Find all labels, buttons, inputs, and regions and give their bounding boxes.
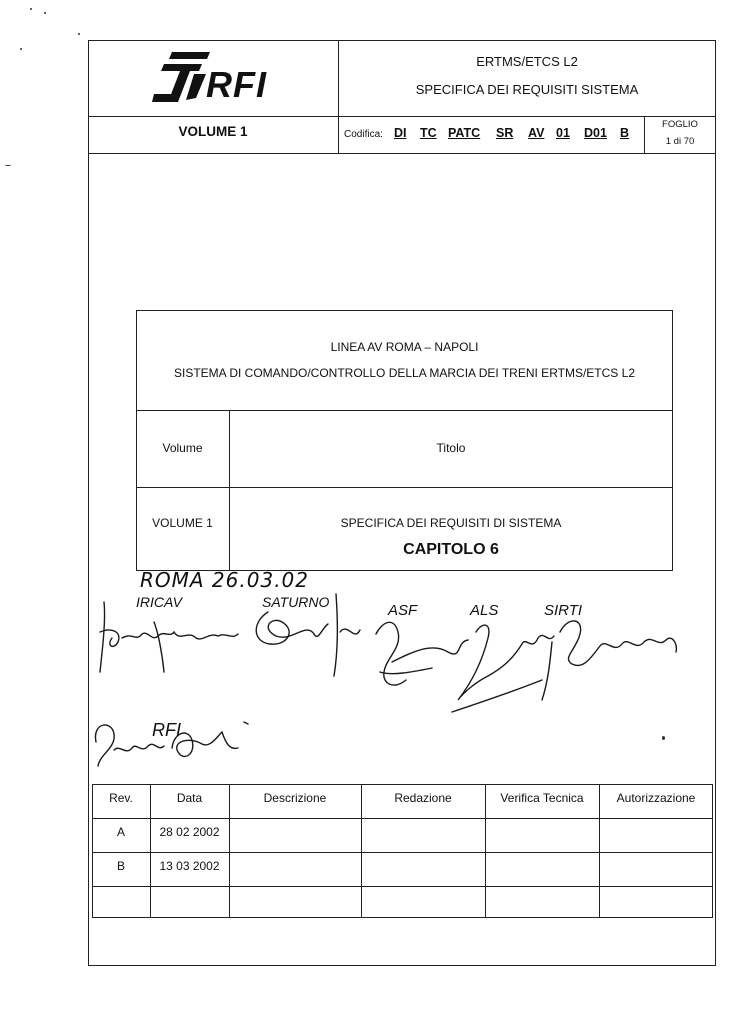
signature-area xyxy=(92,568,712,782)
titolo-value: SPECIFICA DEI REQUISITI DI SISTEMA xyxy=(340,516,562,530)
codifica-part: B xyxy=(620,126,630,140)
system-title: ERTMS/ETCS L2 xyxy=(476,54,578,69)
codifica-part: TC xyxy=(420,126,437,140)
titolo-column-header: Titolo xyxy=(436,441,466,455)
handwritten-name: ASF xyxy=(388,602,418,619)
revision-cell-rev: B xyxy=(116,859,125,873)
revision-header-verifica: Verifica Tecnica xyxy=(500,791,584,805)
codifica-line xyxy=(344,126,640,146)
system-description: SISTEMA DI COMANDO/CONTROLLO DELLA MARCIA DEI TRENI ERTMS/ETCS L2 xyxy=(174,366,635,380)
codifica-part: DI xyxy=(394,126,407,140)
handwritten-rfi: RFI xyxy=(152,720,181,740)
volume-label: VOLUME 1 xyxy=(178,124,248,139)
scan-speck xyxy=(78,33,80,35)
scan-speck xyxy=(662,736,665,740)
handwritten-name: SIRTI xyxy=(544,602,583,619)
title-box-divider xyxy=(136,410,673,411)
header-divider xyxy=(88,116,716,117)
revision-row-line xyxy=(92,886,713,887)
revision-cell-data: 13 03 2002 xyxy=(159,859,220,873)
title-box-divider xyxy=(136,487,673,488)
volume-value: VOLUME 1 xyxy=(152,516,213,530)
codifica-part: 01 xyxy=(556,126,570,140)
revision-cell-rev: A xyxy=(116,825,125,839)
revision-cell-data: 28 02 2002 xyxy=(159,825,220,839)
scan-speck xyxy=(30,8,32,10)
logo-text: RFI xyxy=(206,64,267,105)
codifica-part: D01 xyxy=(584,126,607,140)
codifica-part: SR xyxy=(496,126,514,140)
header-bottom-line xyxy=(88,153,716,154)
foglio-value: 1 di 70 xyxy=(665,136,695,147)
scan-speck xyxy=(20,48,22,50)
revision-header-redazione: Redazione xyxy=(394,791,452,805)
line-title: LINEA AV ROMA – NAPOLI xyxy=(330,340,479,354)
scan-speck xyxy=(5,165,11,166)
handwritten-name: IRICAV xyxy=(136,594,182,610)
revision-header-data: Data xyxy=(176,791,203,805)
revision-row-line xyxy=(92,818,713,819)
volume-column-header: Volume xyxy=(162,441,203,455)
handwritten-name: SATURNO xyxy=(262,594,330,610)
scan-speck xyxy=(44,12,46,14)
rfi-logo xyxy=(150,46,300,108)
spec-title: SPECIFICA DEI REQUISITI SISTEMA xyxy=(415,82,639,97)
revision-header-descrizione: Descrizione xyxy=(263,791,327,805)
foglio-label: FOGLIO xyxy=(662,119,698,130)
chapter-title: CAPITOLO 6 xyxy=(403,541,499,558)
codifica-label: Codifica: xyxy=(344,129,383,140)
codifica-part: AV xyxy=(528,126,545,140)
codifica-part: PATC xyxy=(448,126,481,140)
revision-header-autorizzazione: Autorizzazione xyxy=(616,791,696,805)
handwritten-name: ALS xyxy=(470,602,499,619)
handwritten-date: ROMA 26.03.02 xyxy=(140,568,309,592)
revision-row-line xyxy=(92,852,713,853)
revision-header-rev: Rev. xyxy=(109,791,133,805)
